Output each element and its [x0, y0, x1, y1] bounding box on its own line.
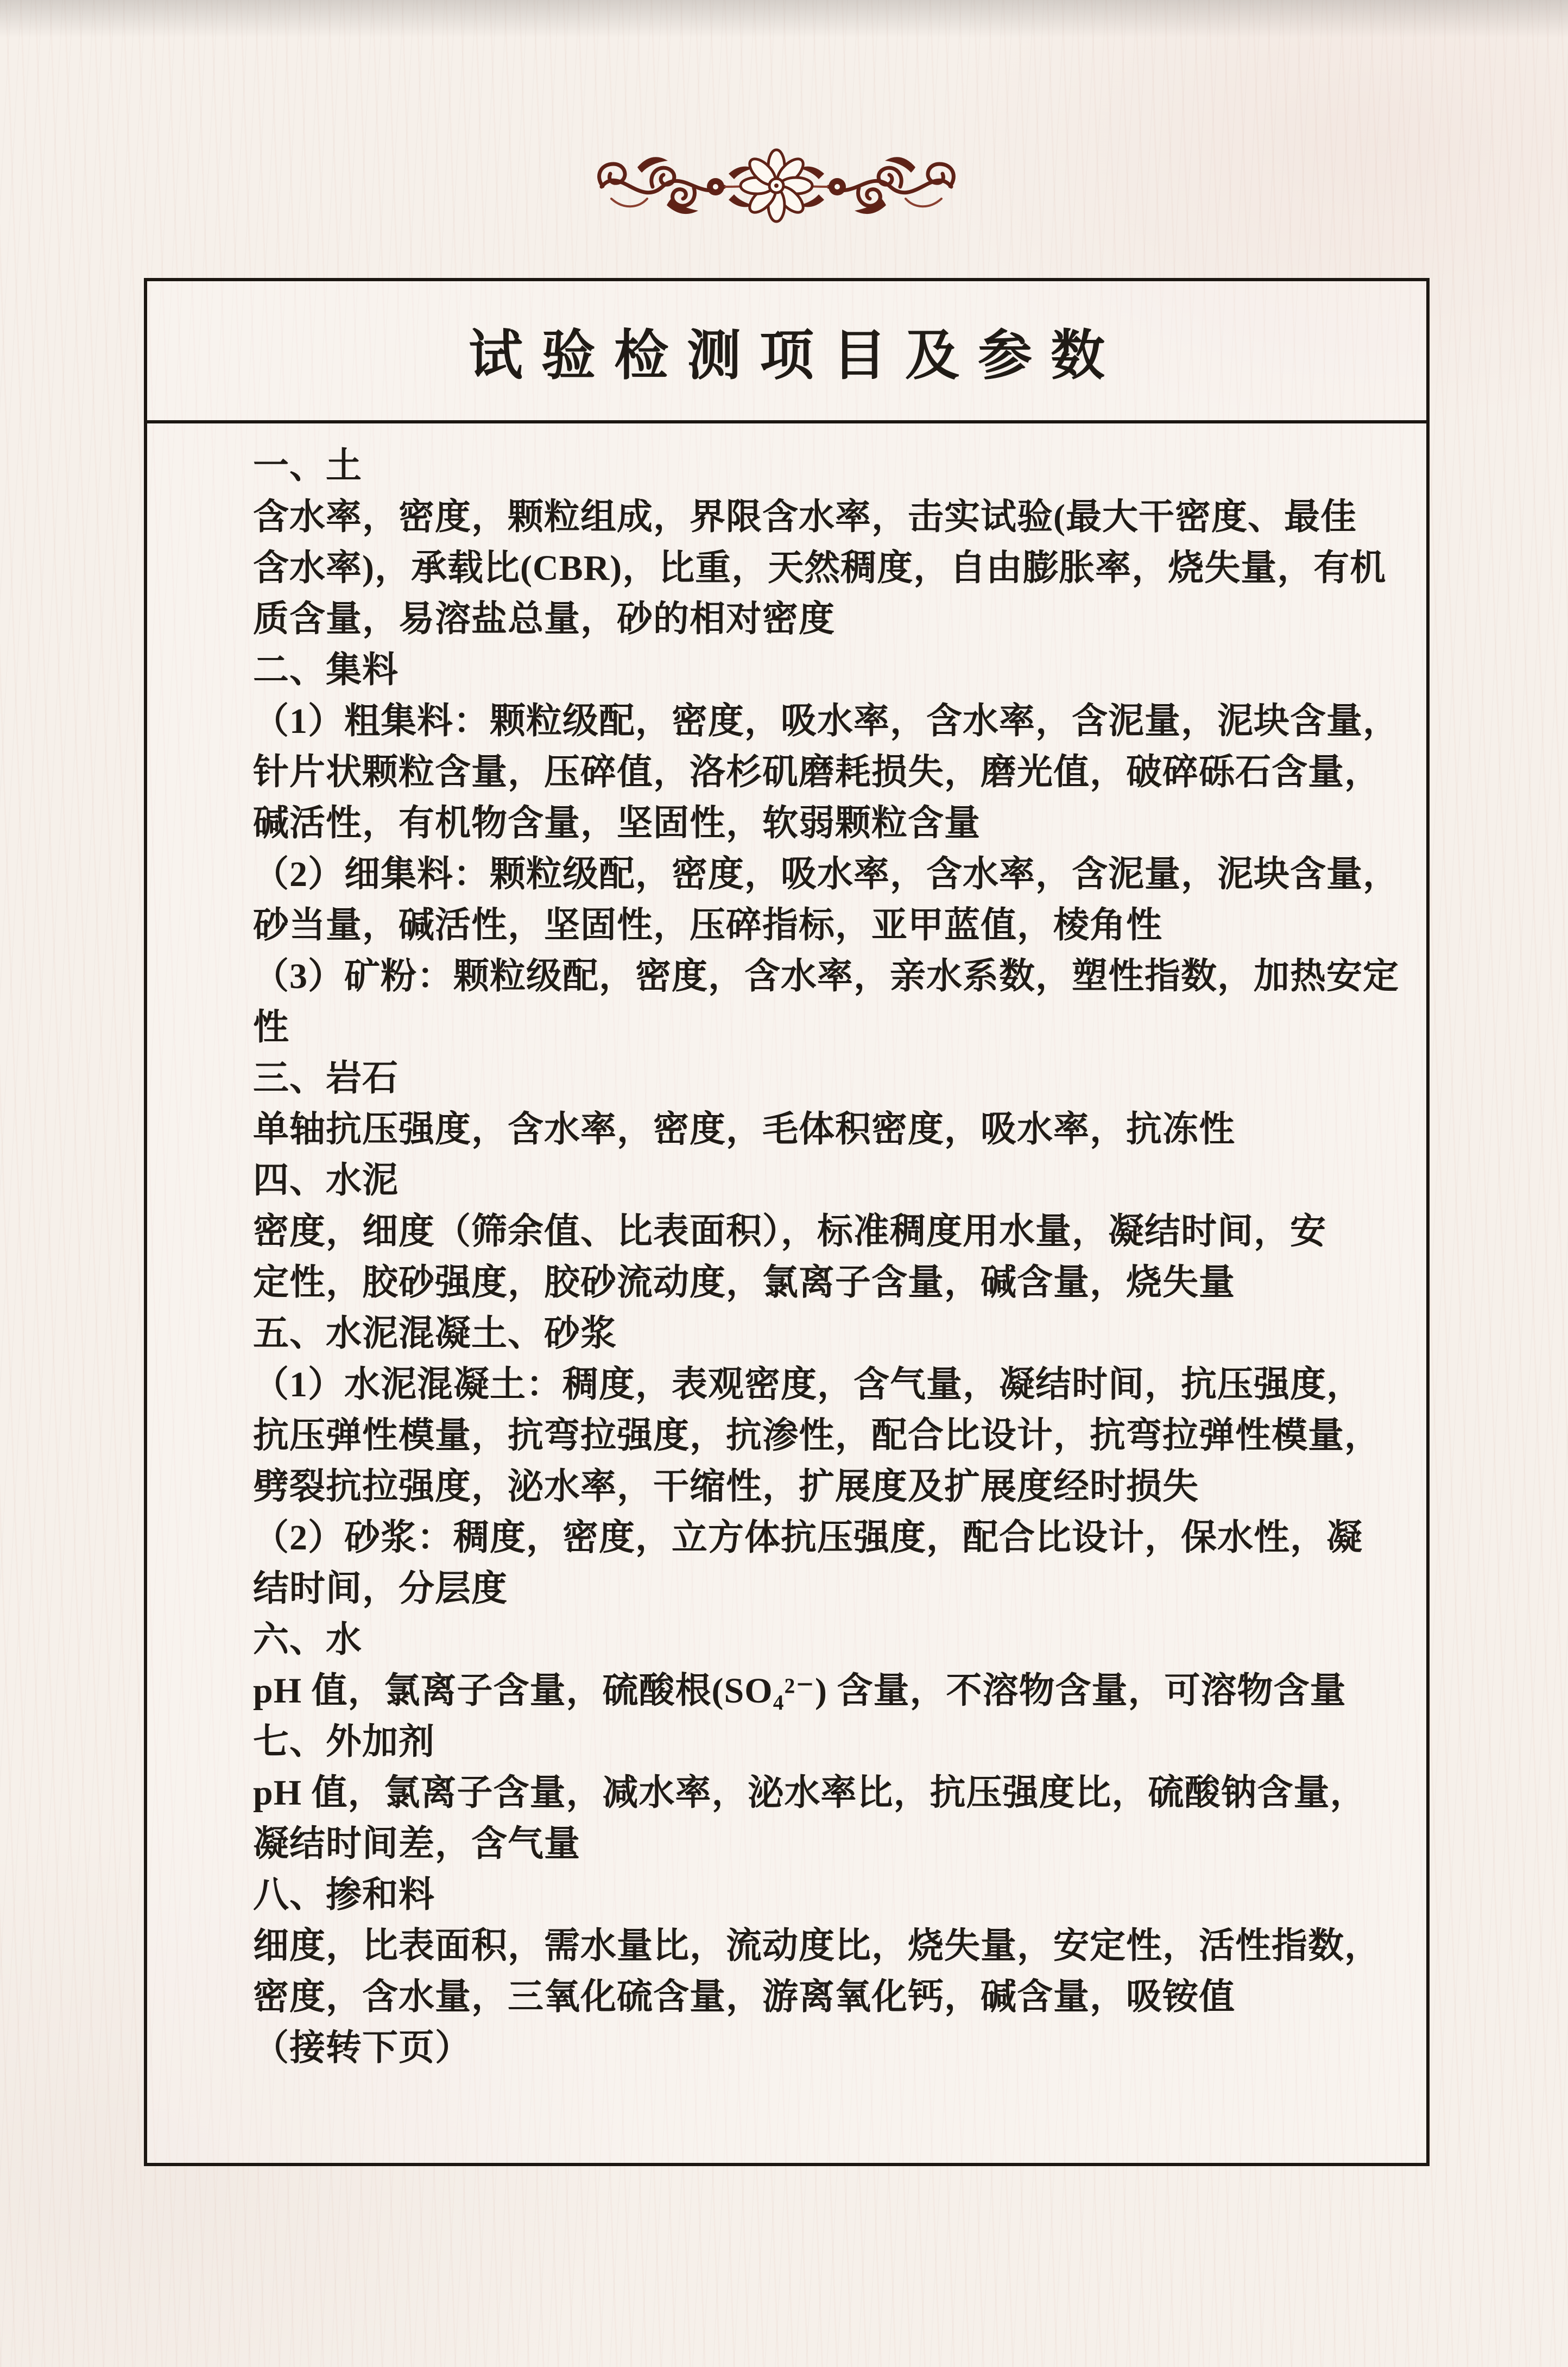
text-line: 单轴抗压强度，含水率，密度，毛体积密度，吸水率，抗冻性	[253, 1110, 1235, 1149]
text-line: 七、外加剂	[253, 1722, 435, 1762]
body-text	[147, 423, 1426, 2074]
text-line: 质含量，易溶盐总量，砂的相对密度	[253, 599, 835, 639]
text-line: （1）水泥混凝土：稠度，表观密度，含气量，凝结时间，抗压强度，	[253, 1365, 1363, 1404]
text-line: 二、集料	[253, 650, 399, 690]
text-line: 碱活性，有机物含量，坚固性，软弱颗粒含量	[253, 803, 981, 843]
text-line: 抗压弹性模量，抗弯拉强度，抗渗性，配合比设计，抗弯拉弹性模量，	[253, 1416, 1381, 1455]
text-line: 凝结时间差，含气量	[253, 1824, 580, 1864]
text-line: 四、水泥	[253, 1161, 399, 1200]
text-line: 五、水泥混凝土、砂浆	[253, 1314, 617, 1353]
text-line: 结时间，分层度	[253, 1569, 508, 1609]
text-line: 含水率)，承载比(CBR)，比重，天然稠度，自由膨胀率，烧失量，有机	[253, 548, 1387, 588]
text-line: 八、掺和料	[253, 1875, 435, 1915]
floral-ornament-icon	[586, 135, 966, 232]
text-line: （1）粗集料：颗粒级配，密度，吸水率，含水率，含泥量，泥块含量，	[253, 701, 1399, 741]
text-line: （2）砂浆：稠度，密度，立方体抗压强度，配合比设计，保水性，凝	[253, 1518, 1363, 1558]
page-title: 试验检测项目及参数	[469, 326, 1123, 386]
text-line: 密度，含水量，三氧化硫含量，游离氧化钙，碱含量，吸铵值	[253, 1977, 1235, 2017]
text-line: 三、岩石	[253, 1059, 399, 1098]
text-line: 砂当量，碱活性，坚固性，压碎指标，亚甲蓝值，棱角性	[253, 906, 1162, 945]
text-line: 含水率，密度，颗粒组成，界限含水率，击实试验(最大干密度、最佳	[253, 497, 1357, 537]
title-band	[147, 281, 1426, 423]
text-line: 针片状颗粒含量，压碎值，洛杉矶磨耗损失，磨光值，破碎砾石含量，	[253, 752, 1381, 792]
text-line: 细度，比表面积，需水量比，流动度比，烧失量，安定性，活性指数，	[253, 1926, 1381, 1966]
text-line: 密度，细度（筛余值、比表面积），标准稠度用水量，凝结时间，安	[253, 1212, 1326, 1251]
text-line: 劈裂抗拉强度，泌水率，干缩性，扩展度及扩展度经时损失	[253, 1467, 1199, 1507]
text-line: 六、水	[253, 1620, 362, 1660]
text-line: pH 值，氯离子含量，硫酸根(SO₄²⁻) 含量，不溶物含量，可溶物含量	[253, 1671, 1346, 1711]
center-flower	[741, 150, 812, 221]
content-frame	[144, 278, 1430, 2166]
text-line: pH 值，氯离子含量，减水率，泌水率比，抗压强度比，硫酸钠含量，	[253, 1773, 1367, 1813]
text-line: （2）细集料：颗粒级配，密度，吸水率，含水率，含泥量，泥块含量，	[253, 855, 1399, 894]
scan-edge-shadow	[0, 0, 1568, 38]
text-line: （3）矿粉：颗粒级配，密度，含水率，亲水系数，塑性指数，加热安定	[253, 957, 1399, 996]
text-line: 定性，胶砂强度，胶砂流动度，氯离子含量，碱含量，烧失量	[253, 1263, 1235, 1302]
continued-note: （接转下页）	[253, 2028, 471, 2068]
text-line: 一、土	[253, 446, 362, 486]
text-line: 性	[253, 1008, 289, 1047]
